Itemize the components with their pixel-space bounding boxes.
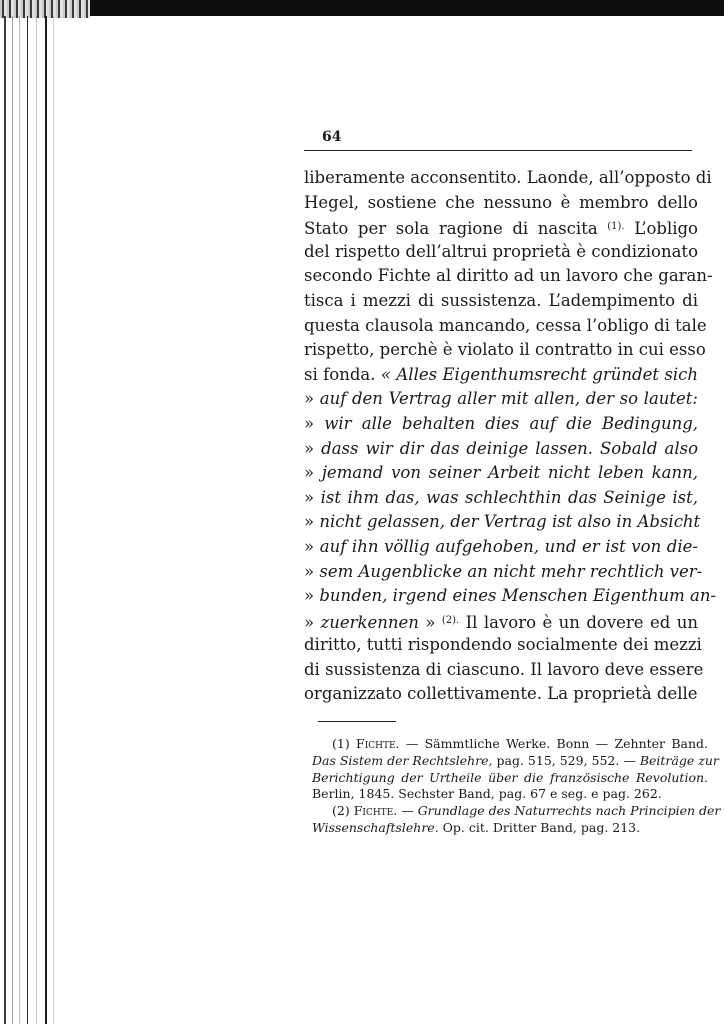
text-line: del rispetto dell’altrui proprietà è condizionato xyxy=(304,241,698,261)
footnote-ref-2[interactable]: (2). xyxy=(441,614,460,626)
header-rule xyxy=(304,150,692,151)
text-line: » zuerkennen » $^{(2).}$ Il lavoro è un dovere ed un xyxy=(304,612,698,632)
footnote-ref-1[interactable]: (1). xyxy=(607,221,625,233)
footnote-2-line: Wissenschaftslehre. Op. cit. Dritter Band, pag. 213. xyxy=(312,819,641,835)
quote-line: » nicht gelassen, der Vertrag ist also in Absicht xyxy=(304,512,701,532)
book-binding-edge xyxy=(0,16,62,1024)
footnote-1-line: Berlin, 1845. Sechster Band, pag. 67 e seg. e pag. 262. xyxy=(312,786,662,802)
text-line: si fonda. « Alles Eigenthumsrecht gründet sich xyxy=(304,364,698,384)
quote-line: » bunden, irgend eines Menschen Eigenthum an- xyxy=(304,586,717,606)
footnotes xyxy=(312,736,721,837)
quote-line: » auf den Vertrag aller mit allen, der so lautet: xyxy=(304,389,698,409)
scan-top-edge xyxy=(0,0,724,16)
text-line: tisca i mezzi di sussistenza. L’adempimento di xyxy=(304,290,698,310)
footnote-rule xyxy=(318,721,396,722)
page-number: 64 xyxy=(322,129,342,145)
text-line: questa clausola mancando, cessa l’obligo di tale xyxy=(304,315,707,335)
text-line: Stato per sola ragione di nascita $^{(1).}$ L’obligo xyxy=(304,219,698,239)
footnote-1-line: Das Sistem der Rechtslehre, pag. 515, 529, 552. — Beiträge zur xyxy=(312,752,719,768)
quote-line: » wir alle behalten dies auf die Bedingung, xyxy=(304,413,699,433)
text-line: Hegel, sostiene che nessuno è membro dello xyxy=(304,192,698,212)
footnote-2-line: (2) Fichte. — Grundlage des Naturrechts nach Principien der xyxy=(332,803,721,819)
quote-line: » sem Augenblicke an nicht mehr rechtlich ver- xyxy=(304,561,703,581)
text-line: di sussistenza di ciascuno. Il lavoro deve essere xyxy=(304,659,704,679)
text-line: rispetto, perchè è violato il contratto in cui esso xyxy=(304,340,706,360)
quote-line: » auf ihn völlig aufgehoben, und er ist von die- xyxy=(304,536,698,556)
quote-line: » jemand von seiner Arbeit nicht leben kann, xyxy=(304,463,698,483)
footnote-1-line: Berichtigung der Urtheile über die französische Revolution. xyxy=(312,769,708,785)
text-line: liberamente acconsentito. Laonde, all’opposto di xyxy=(304,168,712,187)
quote-line: » dass wir dir das deinige lassen. Sobald also xyxy=(304,438,698,458)
text-line: secondo Fichte al diritto ad un lavoro che garan- xyxy=(304,266,713,286)
quote-line: » ist ihm das, was schlechthin das Seinige ist, xyxy=(304,487,698,507)
body-text xyxy=(304,166,717,707)
footnote-1-line: (1) Fichte. — Sämmtliche Werke. Bonn — Zehnter Band. xyxy=(332,736,708,751)
text-line: organizzato collettivamente. La proprietà delle xyxy=(304,684,698,704)
text-line: diritto, tutti rispondendo socialmente dei mezzi xyxy=(304,635,702,655)
